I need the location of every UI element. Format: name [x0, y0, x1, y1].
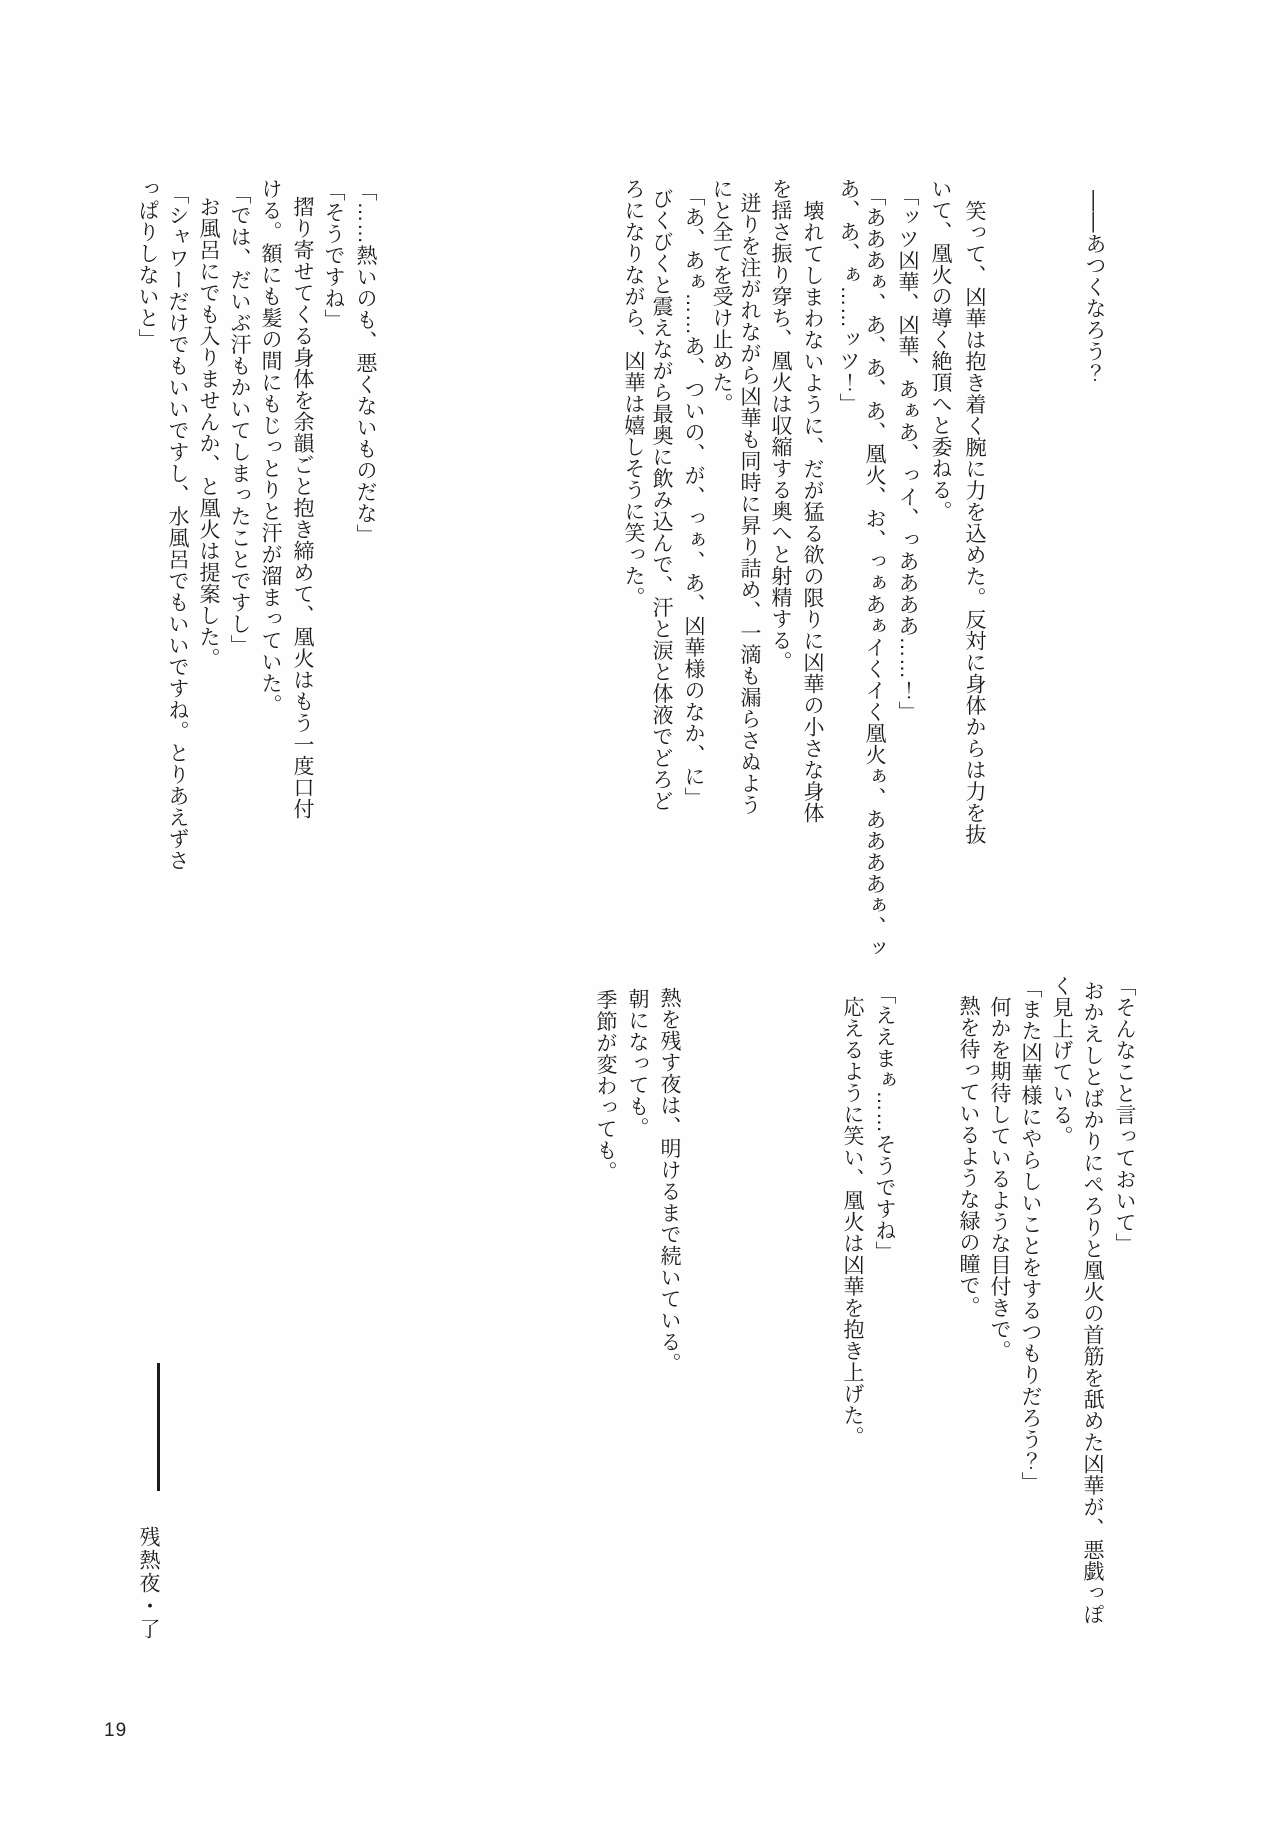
text-line: 応えるように笑い、凰火は凶華を抱き上げた。: [841, 996, 864, 1448]
text-line: を揺さ振り穿ち、凰火は収縮する奥へと射精する。: [769, 178, 792, 673]
text-line: 「……熱いのも、悪くないものだな」: [354, 180, 377, 546]
text-line: 「また凶華様にやらしいことをするつもりだろう？」: [1019, 977, 1042, 1493]
text-line: 「そんなこと言っておいて」: [1113, 975, 1136, 1255]
text-line: 笑って、凶華は抱き着く腕に力を込めた。反対に身体からは力を抜: [963, 200, 986, 845]
text-line: 壊れてしまわないように、だが猛る欲の限りに凶華の小さな身体: [801, 200, 824, 824]
text-line: 「あ、あぁ……あ、ついの、が、っぁ、あ、凶華様のなか、に」: [682, 185, 705, 809]
text-line: っぱりしないと」: [136, 178, 159, 350]
text-line: 「シャワーだけでもいいですし、水風呂でもいいですね。とりあえずさ: [166, 183, 189, 871]
text-line: 「では、だいぶ汗もかいてしまったことですし」: [228, 183, 251, 656]
text-line: 迸りを注がれながら凶華も同時に昇り詰め、一滴も漏らさぬよう: [738, 192, 761, 816]
text-line: にと全てを受け止めた。: [710, 178, 733, 415]
text-line: いて、凰火の導く絶頂へと委ねる。: [929, 178, 952, 522]
text-line: 「そうですね」: [322, 180, 345, 331]
text-line: 熱を待っているような緑の瞳で。: [957, 995, 980, 1318]
text-line: 熱を残す夜は、明けるまで続いている。: [658, 987, 681, 1374]
text-line: お風呂にでも入りませんか、と凰火は提案した。: [197, 196, 220, 669]
text-line: く見上げている。: [1050, 975, 1073, 1147]
text-line: 摺り寄せてくる身体を余韻ごと抱き締めて、凰火はもう一度口付: [291, 196, 314, 820]
text-line: 「ッツ凶華、凶華、あぁあ、っイ、っああああ……！」: [896, 185, 919, 723]
page-number: 19: [104, 1720, 128, 1741]
text-line: 「あああぁ、あ、あ、あ、凰火、お、っぁあぁイくイく凰火ぁ、ああああぁ、ッ: [863, 185, 886, 959]
text-line: 「ええまぁ……そうですね」: [873, 983, 896, 1263]
story-end-title: 残熱夜・了: [137, 1526, 160, 1641]
text-line: あ、あ、ぁ……ッツ！」: [837, 178, 860, 415]
text-line: ける。額にも髪の間にもじっとりと汗が溜まっていた。: [259, 178, 282, 716]
section-end-dash: [157, 1363, 160, 1491]
text-line: びくびくと震えながら最奥に飲み込んで、汗と涙と体液でどろど: [650, 188, 673, 812]
text-line: 何かを期待しているような目付きで。: [988, 996, 1011, 1362]
text-line: 季節が変わっても。: [594, 989, 617, 1183]
section-break-header: ――あつくなろう？: [1083, 190, 1106, 384]
text-line: ろになりながら、凶華は嬉しそうに笑った。: [622, 178, 645, 608]
text-line: 朝になっても。: [626, 988, 649, 1139]
text-line: おかえしとばかりにぺろりと凰火の首筋を舐めた凶華が、悪戯っぽ: [1081, 980, 1104, 1625]
